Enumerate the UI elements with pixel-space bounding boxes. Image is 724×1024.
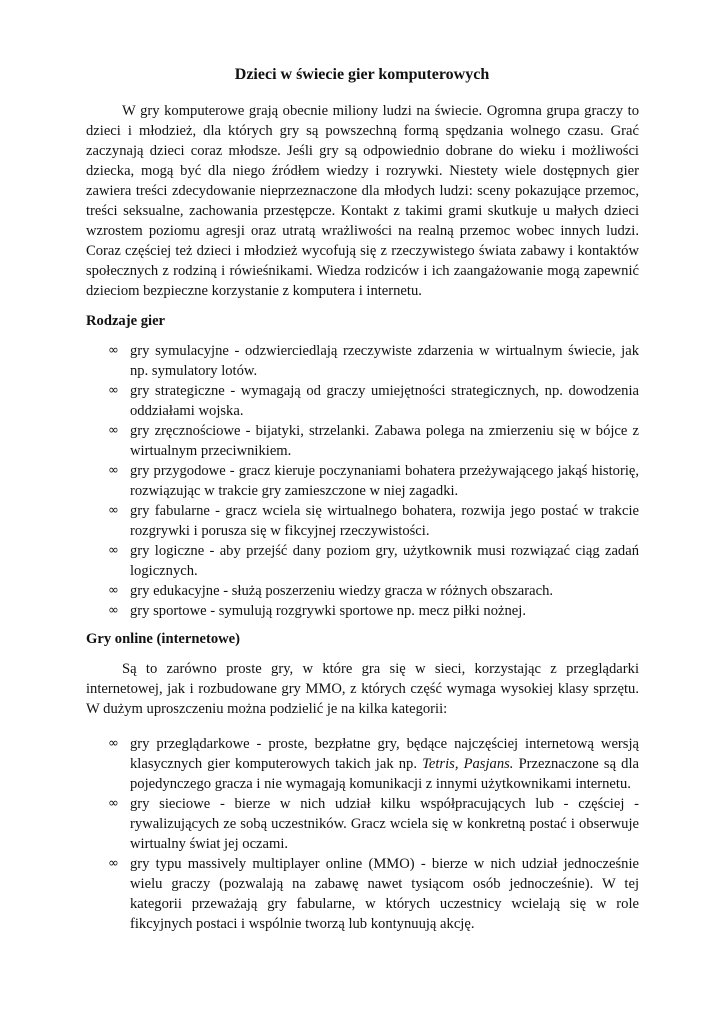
list-item xyxy=(86,461,639,501)
infinity-bullet-icon: ∞ xyxy=(108,343,119,358)
infinity-bullet-icon: ∞ xyxy=(108,583,119,598)
list-item xyxy=(86,854,639,934)
list-item-text: gry sportowe - symulują rozgrywki sportowe np. mecz piłki nożnej. xyxy=(130,603,526,619)
list-item-text-tail: Przeznaczone są dla pojedynczego gracza i nie wymagają komunikacji z innymi użytkownikami internetu. xyxy=(130,756,639,792)
section-heading-online-games: Gry online (internetowe) xyxy=(86,631,241,647)
online-games-list xyxy=(86,734,639,934)
infinity-bullet-icon: ∞ xyxy=(108,856,119,871)
document-title: Dzieci w świecie gier komputerowych xyxy=(234,66,490,83)
list-item-text: gry logiczne - aby przejść dany poziom gry, użytkownik musi rozwiązać ciąg zadań logicznych. xyxy=(130,543,639,579)
online-games-paragraph: Są to zarówno proste gry, w które gra się w sieci, korzystając z przeglądarki internetowej, jak i rozbudowane gry MMO, z których część wymaga wysokiej klasy sprzętu. W dużym uproszczeniu można podzielić je na kilka kategorii: xyxy=(86,661,639,717)
list-item-text: gry fabularne - gracz wciela się wirtualnego bohatera, rozwija jego postać w trakcie rozgrywki i porusza się w fikcyjnej rzeczywistości. xyxy=(130,503,639,539)
game-examples: Tetris, Pasjans. xyxy=(422,756,514,772)
list-item xyxy=(86,381,639,421)
list-item xyxy=(86,794,639,854)
infinity-bullet-icon: ∞ xyxy=(108,736,119,751)
list-item xyxy=(86,541,639,581)
infinity-bullet-icon: ∞ xyxy=(108,603,119,618)
section-heading-game-types: Rodzaje gier xyxy=(86,313,166,329)
list-item xyxy=(86,341,639,381)
list-item-text: gry strategiczne - wymagają od graczy umiejętności strategicznych, np. dowodzenia oddziałami wojska. xyxy=(130,383,639,419)
list-item xyxy=(86,501,639,541)
infinity-bullet-icon: ∞ xyxy=(108,796,119,811)
list-item xyxy=(86,421,639,461)
list-item-text: gry sieciowe - bierze w nich udział kilku współpracujących lub - częściej - rywalizujących ze sobą uczestników. Gracz wciela się w konkretną postać i obserwuje wirtualny świat jej oczami. xyxy=(130,796,639,852)
list-item-text: gry zręcznościowe - bijatyki, strzelanki. Zabawa polega na zmierzeniu się w bójce z wirtualnym przeciwnikiem. xyxy=(130,423,639,459)
list-item-text: gry edukacyjne - służą poszerzeniu wiedzy gracza w różnych obszarach. xyxy=(130,583,554,599)
list-item-text: gry typu massively multiplayer online (MMO) - bierze w nich udział jednocześnie wielu graczy (pozwalają na zabawę nawet tysiącom osób jednocześnie). W tej kategorii przeważają gry fabularne, w których uczestnicy wcielają się w role fikcyjnych postaci i wspólnie tworzą lub kontynuują akcję. xyxy=(130,856,639,932)
intro-paragraph: W gry komputerowe grają obecnie miliony ludzi na świecie. Ogromna grupa graczy to dzieci i młodzież, dla których gry są powszechną formą spędzania wolnego czasu. Grać zaczynają dzieci coraz młodsze. Jeśli gry są odpowiednio dobrane do wieku i możliwości dziecka, mogą być dla niego źródłem wiedzy i rozrywki. Niestety wiele dostępnych gier zawiera treści zdecydowanie nieprzeznaczone dla młodych ludzi: sceny pokazujące przemoc, treści seksualne, zachowania przestępcze. Kontakt z takimi grami skutkuje u małych dzieci wzrostem poziomu agresji oraz utratą wrażliwości na realną przemoc wobec innych ludzi. Coraz częściej też dzieci i młodzież wycofują się z rzeczywistego świata zabawy i kontaktów społecznych z rodziną i rówieśnikami. Wiedza rodziców i ich zaangażowanie mogą zapewnić dzieciom bezpieczne korzystanie z komputera i internetu. xyxy=(86,103,639,299)
game-types-list xyxy=(86,341,639,621)
infinity-bullet-icon: ∞ xyxy=(108,543,119,558)
list-item xyxy=(86,734,639,794)
infinity-bullet-icon: ∞ xyxy=(108,383,119,398)
list-item xyxy=(86,601,639,621)
list-item-text: gry symulacyjne - odzwierciedlają rzeczywiste zdarzenia w wirtualnym świecie, jak np. symulatory lotów. xyxy=(130,343,639,379)
list-item xyxy=(86,581,639,601)
infinity-bullet-icon: ∞ xyxy=(108,423,119,438)
list-item-text: gry przygodowe - gracz kieruje poczynaniami bohatera przeżywającego jakąś historię, rozwiązując w trakcie gry zamieszczone w niej zagadki. xyxy=(130,463,639,499)
infinity-bullet-icon: ∞ xyxy=(108,463,119,478)
infinity-bullet-icon: ∞ xyxy=(108,503,119,518)
list-item-text: gry przeglądarkowe - proste, bezpłatne gry, będące najczęściej internetową wersją klasycznych gier komputerowych takich jak np. xyxy=(130,736,639,772)
